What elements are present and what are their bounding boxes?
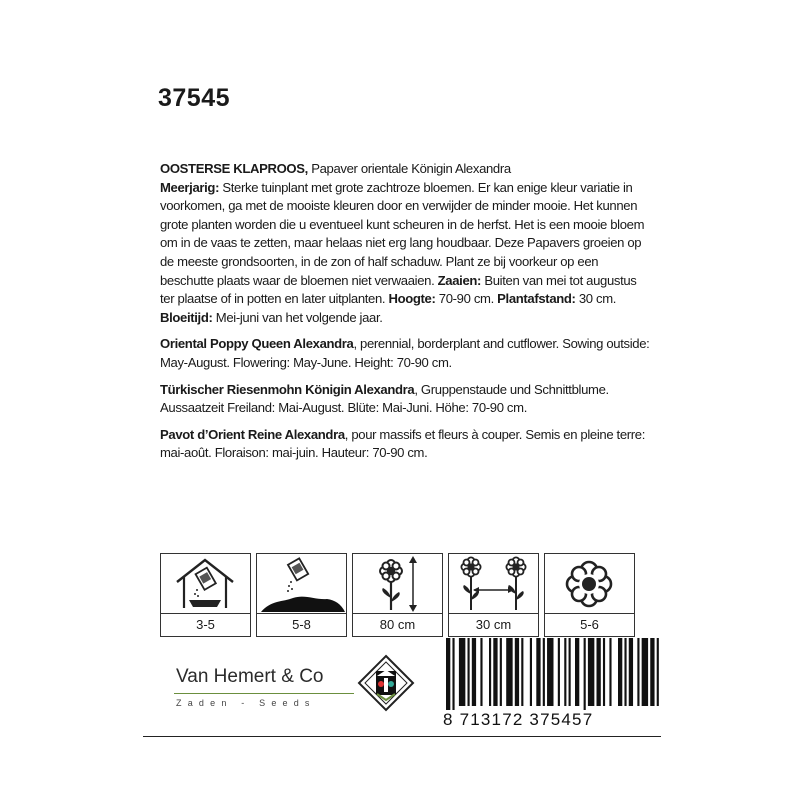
description-dutch <box>160 160 650 327</box>
barcode-bar <box>624 638 626 706</box>
title-english: Oriental Poppy Queen Alexandra <box>160 336 354 352</box>
pictogram-label-plant-spacing: 30 cm <box>475 617 512 632</box>
pictogram-plant-height <box>352 553 443 637</box>
sowing-indoor-icon <box>161 554 250 614</box>
barcode-bar <box>459 638 465 706</box>
barcode-bar <box>480 638 482 706</box>
pictogram-label-plant-height: 80 cm <box>379 617 416 632</box>
barcode-bar <box>547 638 553 706</box>
title-french: Pavot d’Orient Reine Alexandra <box>160 426 345 442</box>
barcode-bar <box>588 638 594 706</box>
barcode-bar <box>629 638 633 706</box>
title-dutch: OOSTERSE KLAPROOS, <box>160 161 308 176</box>
barcode-bar <box>500 638 502 706</box>
text-english: , perennial, borderplant and cutflower. Sowing outside: May-August. Flowering: May-June. Height: 70-90 cm. <box>160 336 650 370</box>
barcode-bar <box>569 638 571 706</box>
barcode-bar <box>642 638 648 706</box>
plant-spacing-icon <box>449 554 538 614</box>
barcode-bar <box>584 638 586 710</box>
product-code: 37545 <box>158 84 231 112</box>
barcode-bar <box>521 638 523 706</box>
pictogram-plant-spacing <box>448 553 539 637</box>
barcode-bar <box>618 638 622 706</box>
barcode-bar <box>530 638 532 706</box>
plant-height-icon <box>353 554 442 614</box>
pictogram-label-flowering: 5-6 <box>580 617 599 632</box>
description-french <box>160 426 650 463</box>
diamond-logo-icon <box>357 654 415 712</box>
pictogram-label-sowing-indoor: 3-5 <box>196 617 215 632</box>
bottom-rule <box>143 736 661 737</box>
brand-underline <box>174 693 354 694</box>
barcode-bar <box>575 638 579 706</box>
barcode-bar <box>564 638 566 706</box>
barcode-bar <box>609 638 611 706</box>
barcode-bar <box>558 638 560 706</box>
text-french: , pour massifs et fleurs à couper. Semis en pleine terre: mai-août. Floraison: mai-juin. Hauteur: 70-90 cm. <box>160 426 646 461</box>
sowing-outdoor-icon <box>257 554 346 614</box>
description-german <box>160 381 650 418</box>
label-hoogte: Hoogte: <box>388 291 436 307</box>
flowering-icon <box>545 554 634 614</box>
title-german: Türkischer Riesenmohn Königin Alexandra <box>160 381 415 397</box>
barcode-bar <box>637 638 639 706</box>
barcode-bar <box>543 638 545 706</box>
label-plantafstand: Plantafstand: <box>497 291 576 307</box>
brand-subtitle: Zaden - Seeds <box>176 698 316 708</box>
barcode-bar <box>446 638 450 710</box>
pictogram-sowing-indoor <box>160 553 251 637</box>
barcode-bar <box>536 638 540 706</box>
text-hoogte: 70-90 cm. <box>435 291 498 307</box>
barcode-bar <box>452 638 454 710</box>
text-plantafstand: 30 cm. <box>575 291 617 307</box>
label-meerjarig: Meerjarig: <box>160 179 220 195</box>
text-meerjarig: Sterke tuinplant met grote zachtroze bloemen. Er kan enige kleur variatie in voorkomen, ga met de mooiste kleuren door en verwijder de minder mooie. Het kunnen grote planten worden die u eventueel kunt scheuren in de herfst. Het is een mooie bloem om in de vaas te zetten, maar helaas niet erg lang houdbaar. Deze Papavers groeien op de meeste grondsoorten, in de zon of half schaduw. Plant ze bij voorkeur op een beschutte plaats waar de bloemen niet verwaaien. <box>160 179 645 288</box>
pictogram-flowering <box>544 553 635 637</box>
pictogram-sowing-outdoor <box>256 553 347 637</box>
barcode <box>446 638 660 710</box>
description-english <box>160 335 650 372</box>
barcode-digits: 8 713172 375457 <box>443 710 594 729</box>
barcode-bar <box>515 638 519 706</box>
barcode-bar <box>489 638 491 706</box>
barcode-bar <box>493 638 497 706</box>
barcode-bar <box>657 638 659 706</box>
label-zaaien: Zaaien: <box>437 272 482 288</box>
pictogram-row <box>160 553 635 637</box>
label-bloeitijd: Bloeitijd: <box>160 309 213 325</box>
barcode-bar <box>650 638 654 706</box>
barcode-bar <box>506 638 512 706</box>
text-zaaien: Buiten van mei tot augustus ter plaatse of in potten en later uitplanten. <box>160 272 637 307</box>
latin-name: Papaver orientale Königin Alexandra <box>307 161 511 176</box>
pictogram-label-sowing-outdoor: 5-8 <box>292 617 311 632</box>
barcode-bar <box>468 638 470 706</box>
barcode-bar <box>472 638 476 706</box>
brand-name: Van Hemert & Co <box>176 666 324 687</box>
text-bloeitijd: Mei-juni van het volgende jaar. <box>212 309 383 325</box>
text-german: , Gruppenstaude und Schnittblume. Aussaatzeit Freiland: Mai-August. Blüte: Mai-Juni. Höhe: 70-90 cm. <box>160 381 609 416</box>
description-block <box>160 160 650 471</box>
barcode-bar <box>597 638 601 706</box>
barcode-bar <box>603 638 605 706</box>
